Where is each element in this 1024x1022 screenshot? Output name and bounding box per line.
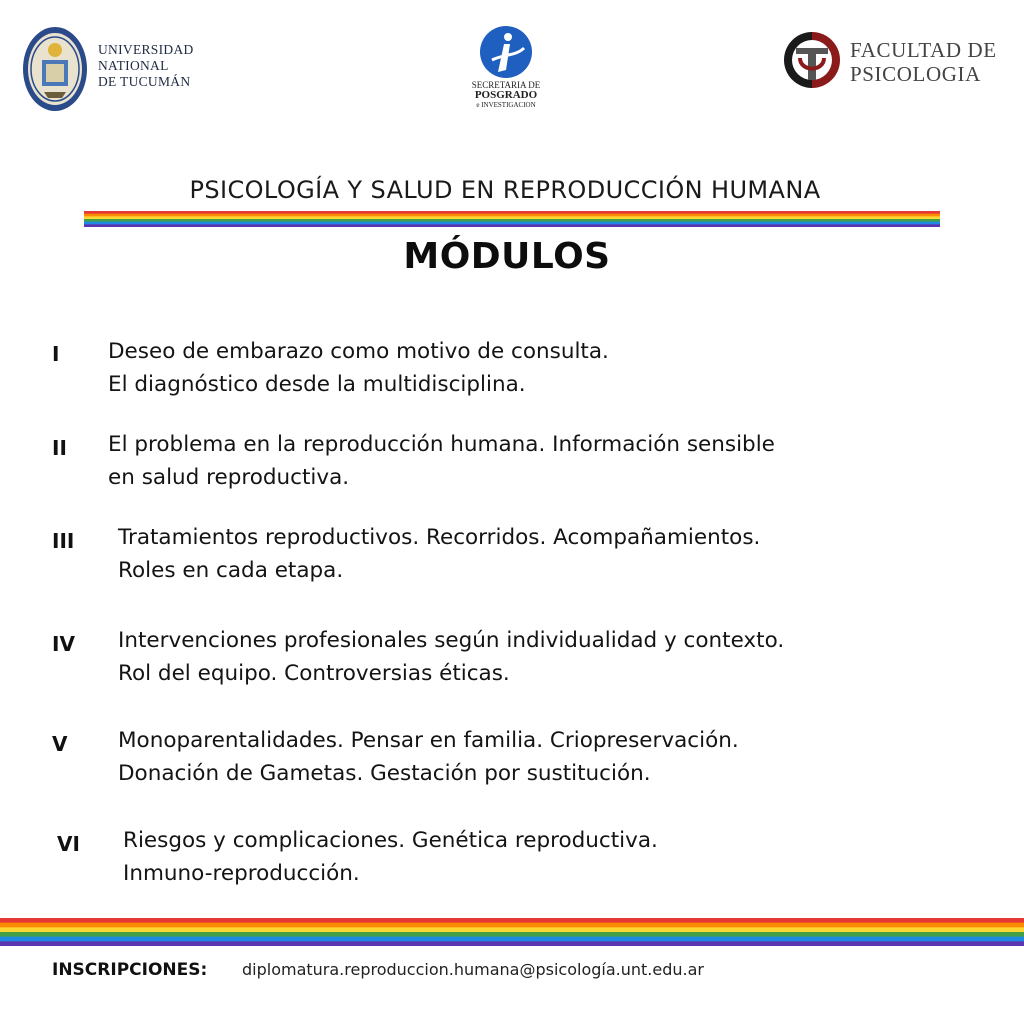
posgrado-line-2: POSGRADO bbox=[474, 89, 538, 101]
module-description bbox=[118, 624, 784, 690]
module-number: V bbox=[52, 732, 68, 756]
university-seal-icon bbox=[22, 26, 88, 112]
module-number: IV bbox=[52, 632, 75, 656]
rainbow-stripe bbox=[0, 918, 1024, 923]
module-number: II bbox=[52, 436, 67, 460]
module-line: en salud reproductiva. bbox=[108, 465, 350, 490]
rainbow-stripe bbox=[0, 927, 1024, 932]
unt-line-3: DE TUCUMÁN bbox=[98, 74, 191, 89]
module-description bbox=[123, 824, 658, 890]
module-description bbox=[118, 724, 739, 790]
module-description bbox=[108, 428, 775, 494]
rainbow-divider-top bbox=[84, 211, 940, 227]
facultad-line-1: FACULTAD DE bbox=[850, 38, 997, 62]
inscripciones-email-link[interactable]: diplomatura.reproduccion.humana@psicología.unt.edu.ar bbox=[242, 960, 704, 979]
posgrado-line-3: e INVESTIGACION bbox=[476, 101, 536, 109]
rainbow-stripe bbox=[0, 941, 1024, 946]
module-description bbox=[118, 521, 760, 587]
module-line: El diagnóstico desde la multidisciplina. bbox=[108, 372, 526, 397]
unt-line-2: NATIONAL bbox=[98, 58, 169, 73]
rainbow-divider-bottom bbox=[0, 918, 1024, 946]
modules-heading: MÓDULOS bbox=[403, 236, 611, 277]
page-title: PSICOLOGÍA Y SALUD EN REPRODUCCIÓN HUMANA bbox=[189, 176, 821, 204]
posgrado-name bbox=[460, 80, 552, 110]
posgrado-line-1: SECRETARIA DE bbox=[471, 80, 541, 90]
module-description bbox=[108, 335, 609, 401]
module-number: III bbox=[52, 529, 75, 553]
module-line: Roles en cada etapa. bbox=[118, 558, 344, 583]
posgrado-logo-icon bbox=[478, 24, 534, 80]
unt-name bbox=[98, 42, 194, 90]
inscripciones-label: INSCRIPCIONES: bbox=[52, 960, 208, 980]
module-line: Tratamientos reproductivos. Recorridos. Acompañamientos. bbox=[118, 525, 761, 550]
rainbow-stripe bbox=[0, 937, 1024, 942]
module-number: VI bbox=[57, 832, 80, 856]
rainbow-stripe bbox=[0, 923, 1024, 928]
facultad-line-2: PSICOLOGIA bbox=[850, 62, 981, 86]
module-line: Deseo de embarazo como motivo de consulta. bbox=[108, 339, 609, 364]
module-line: Intervenciones profesionales según individualidad y contexto. bbox=[118, 628, 785, 653]
module-line: Riesgos y complicaciones. Genética reproductiva. bbox=[123, 828, 658, 853]
module-line: Rol del equipo. Controversias éticas. bbox=[118, 661, 510, 686]
module-number: I bbox=[52, 342, 60, 366]
facultad-name bbox=[850, 38, 997, 86]
module-line: Inmuno-reproducción. bbox=[123, 861, 360, 886]
rainbow-stripe bbox=[0, 932, 1024, 937]
module-line: Donación de Gametas. Gestación por sustitución. bbox=[118, 761, 651, 786]
psi-logo-icon bbox=[782, 30, 842, 90]
module-line: El problema en la reproducción humana. Información sensible bbox=[108, 432, 775, 457]
module-line: Monoparentalidades. Pensar en familia. Criopreservación. bbox=[118, 728, 739, 753]
unt-line-1: UNIVERSIDAD bbox=[98, 42, 194, 57]
rainbow-stripe bbox=[84, 224, 940, 227]
